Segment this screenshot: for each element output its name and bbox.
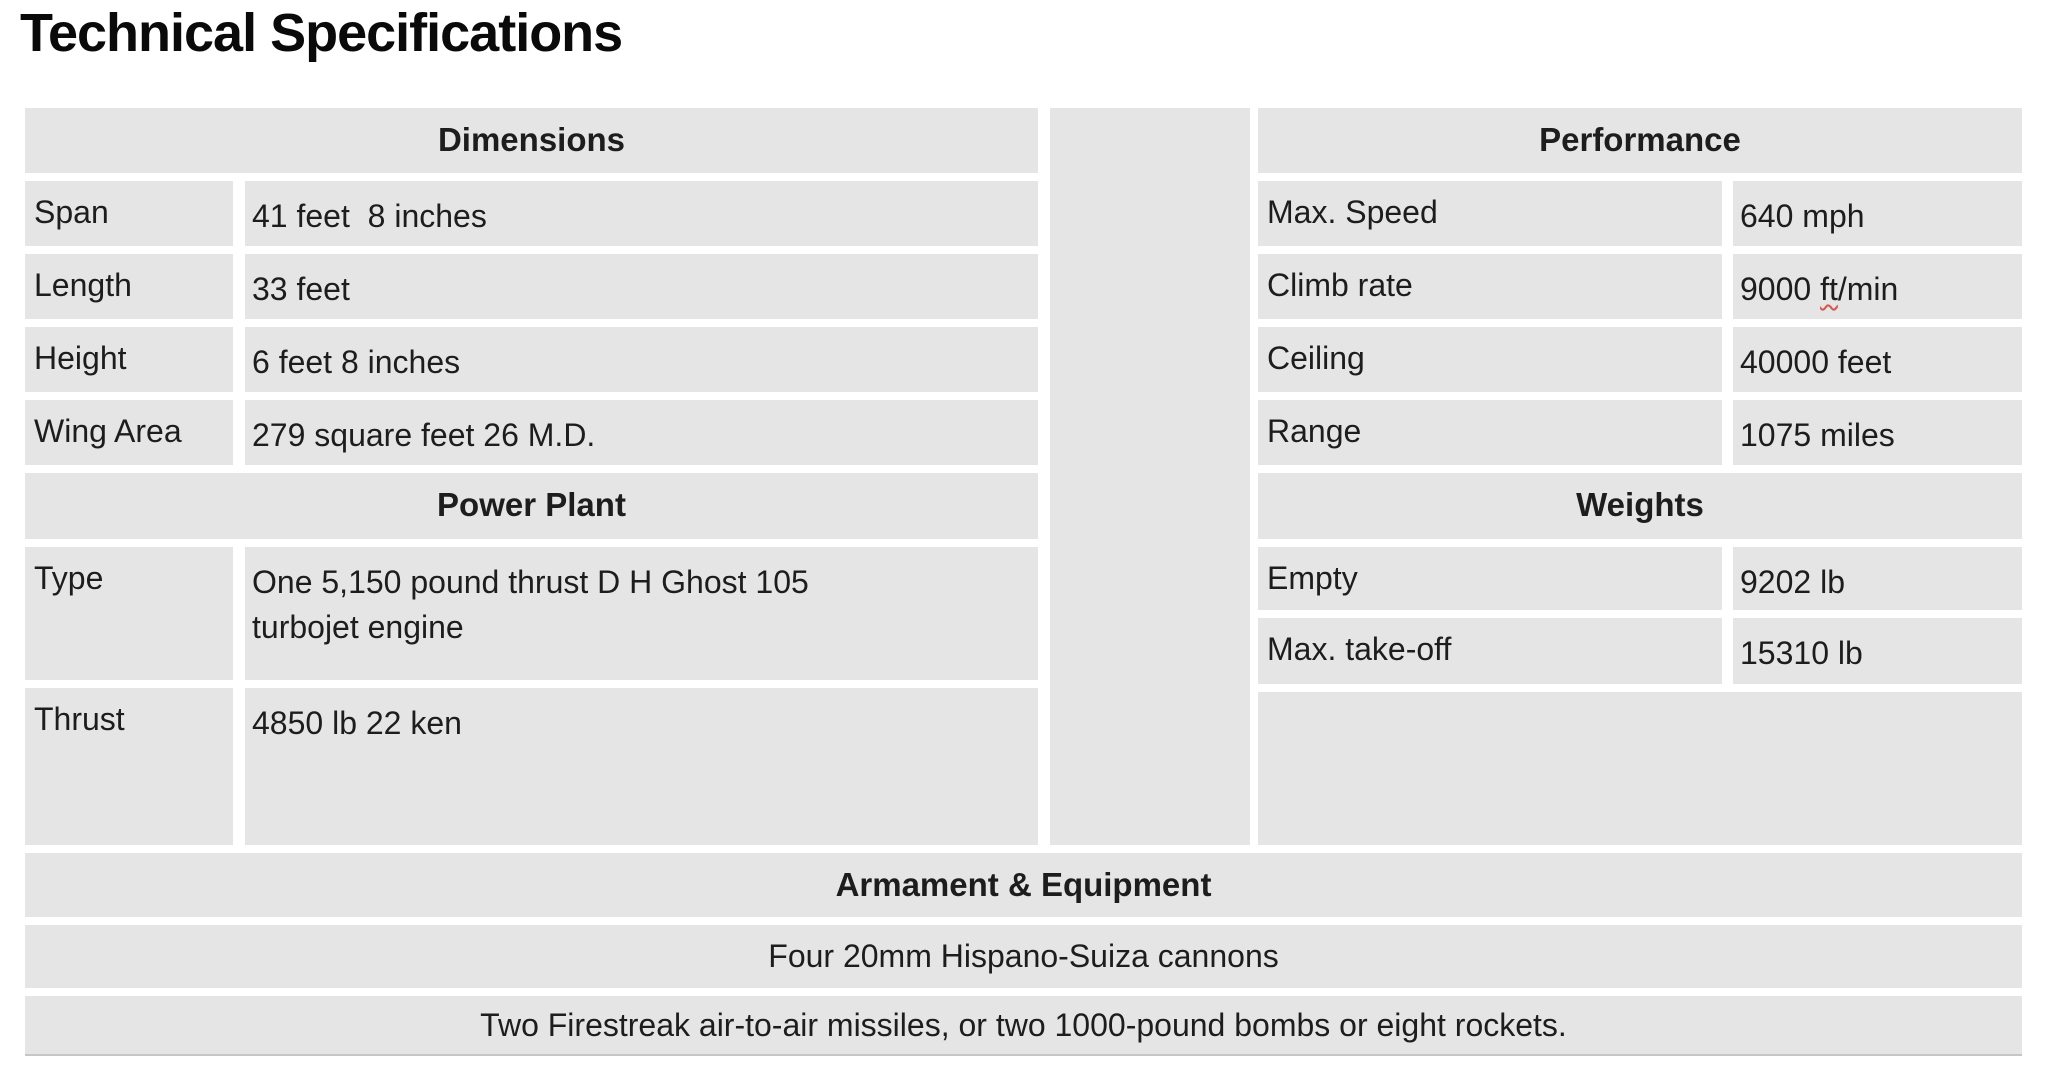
row-value-text: One 5,150 pound thrust D H Ghost 105 turbojet engine bbox=[252, 564, 818, 645]
row-value bbox=[1733, 547, 2022, 610]
row-label-text: Range bbox=[1267, 413, 1362, 449]
row-label bbox=[25, 400, 233, 465]
row-value-text: 640 mph bbox=[1740, 198, 1865, 234]
section-header-power-plant: Power Plant bbox=[25, 473, 1038, 539]
row-value-text: /min bbox=[1837, 271, 1899, 307]
row-label bbox=[1258, 547, 1722, 610]
row-label bbox=[1258, 400, 1722, 465]
table-row-ceiling bbox=[1258, 327, 2022, 392]
row-value-text: 279 square feet 26 M.D. bbox=[252, 417, 596, 453]
row-label-text: Span bbox=[34, 194, 109, 230]
row-label-text: Type bbox=[34, 560, 104, 596]
table-row-thrust bbox=[25, 688, 1038, 845]
row-label bbox=[1258, 618, 1722, 684]
row-value-text: 6 feet 8 inches bbox=[252, 344, 461, 380]
row-value bbox=[1733, 181, 2022, 246]
row-value bbox=[1733, 254, 2022, 319]
table-row-climb-rate bbox=[1258, 254, 2022, 319]
row-label-text: Max. Speed bbox=[1267, 194, 1438, 230]
row-value bbox=[1733, 400, 2022, 465]
armament-row-missiles: Two Firestreak air-to-air missiles, or two 1000-pound bombs or eight rockets. bbox=[25, 996, 2022, 1054]
table-row-engine-type bbox=[25, 547, 1038, 680]
row-label bbox=[25, 327, 233, 392]
armament-row-cannons: Four 20mm Hispano-Suiza cannons bbox=[25, 925, 2022, 988]
row-value-text: 9202 lb bbox=[1740, 564, 1845, 600]
table-row-wing-area bbox=[25, 400, 1038, 465]
row-value-text: 40000 feet bbox=[1740, 344, 1892, 380]
row-label bbox=[1258, 327, 1722, 392]
row-value-text: 4850 lb 22 ken bbox=[252, 705, 462, 741]
row-label bbox=[25, 254, 233, 319]
row-value-text: 9000 bbox=[1740, 271, 1821, 307]
table-spacer-column bbox=[1050, 108, 1250, 845]
row-label-text: Height bbox=[34, 340, 127, 376]
row-value-text: 33 feet bbox=[252, 271, 350, 307]
spec-tables bbox=[25, 108, 2022, 845]
row-value bbox=[245, 547, 1038, 680]
row-value bbox=[245, 400, 1038, 465]
performance-weights-table bbox=[1258, 108, 2022, 845]
row-label-text: Length bbox=[34, 267, 132, 303]
row-value bbox=[1733, 327, 2022, 392]
row-label bbox=[25, 688, 233, 845]
section-header-dimensions: Dimensions bbox=[25, 108, 1038, 173]
table-row-height bbox=[25, 327, 1038, 392]
row-label-text: Wing Area bbox=[34, 413, 182, 449]
row-label-text: Empty bbox=[1267, 560, 1358, 596]
row-value-text: 41 feet 8 inches bbox=[252, 198, 487, 234]
row-value bbox=[245, 254, 1038, 319]
section-header-performance: Performance bbox=[1258, 108, 2022, 173]
row-label bbox=[1258, 254, 1722, 319]
row-value bbox=[245, 688, 1038, 845]
row-label bbox=[25, 181, 233, 246]
empty-cell bbox=[1258, 692, 2022, 845]
table-row-range bbox=[1258, 400, 2022, 465]
table-row-length bbox=[25, 254, 1038, 319]
dimensions-power-plant-table bbox=[25, 108, 1038, 845]
row-label bbox=[25, 547, 233, 680]
table-row-empty-weight bbox=[1258, 547, 2022, 610]
row-label-text: Ceiling bbox=[1267, 340, 1365, 376]
section-header-armament-equipment: Armament & Equipment bbox=[25, 853, 2022, 917]
row-value bbox=[1733, 618, 2022, 684]
row-label-text: Climb rate bbox=[1267, 267, 1413, 303]
table-row-max-speed bbox=[1258, 181, 2022, 246]
row-value bbox=[245, 181, 1038, 246]
misspelled-word: ft bbox=[1820, 271, 1838, 307]
row-value bbox=[245, 327, 1038, 392]
row-label-text: Max. take-off bbox=[1267, 631, 1452, 667]
section-header-weights: Weights bbox=[1258, 473, 2022, 539]
table-row-span bbox=[25, 181, 1038, 246]
row-value-text: 1075 miles bbox=[1740, 417, 1895, 453]
armament-equipment-section bbox=[25, 853, 2022, 1054]
table-row-max-take-off bbox=[1258, 618, 2022, 684]
row-label-text: Thrust bbox=[34, 701, 125, 737]
page-title: Technical Specifications bbox=[20, 3, 623, 63]
row-value-text: 15310 lb bbox=[1740, 635, 1863, 671]
empty-filler-row bbox=[1258, 692, 2022, 845]
row-label bbox=[1258, 181, 1722, 246]
